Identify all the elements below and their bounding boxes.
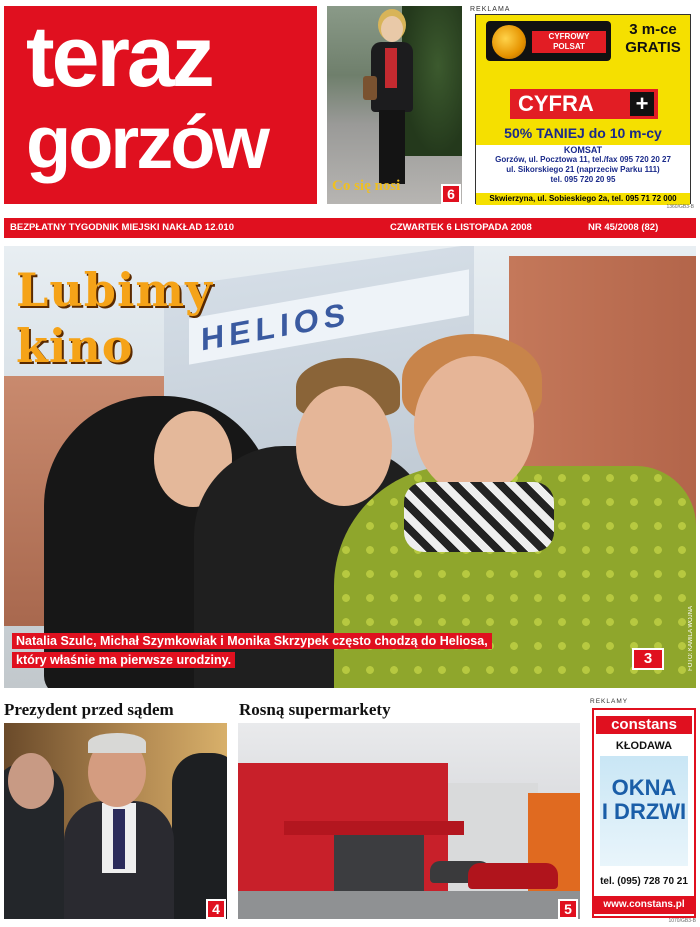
- info-circulation: BEZPŁATNY TYGODNIK MIEJSKI NAKŁAD 12.010: [10, 222, 234, 233]
- ad-discount: 50% TANIEJ do 10 m-cy: [504, 125, 662, 141]
- ad-address-skwierzyna: Skwierzyna, ul. Sobieskiego 2a, tel. 095 71 72 000: [476, 193, 690, 205]
- ad-code: 1360/GB3-B: [666, 204, 694, 210]
- page-badge-3: 3: [632, 648, 664, 670]
- main-headline[interactable]: Lubimy kino: [16, 263, 213, 373]
- main-caption-line1: Natalia Szulc, Michał Szymkowiak i Monika Skrzypek często chodzą do Heliosa,: [12, 633, 492, 649]
- page-badge-5: 5: [558, 899, 578, 919]
- masthead: [4, 6, 317, 204]
- ad-label: REKLAMY: [590, 698, 629, 705]
- president-photo[interactable]: [4, 723, 227, 919]
- page-badge-6: 6: [441, 184, 461, 204]
- headline-supermarkets[interactable]: Rosną supermarkety: [239, 700, 391, 719]
- polsat-brand: CYFROWY POLSAT: [532, 31, 606, 53]
- info-issue: NR 45/2008 (82): [588, 222, 659, 233]
- globe-icon: [492, 25, 526, 59]
- info-bar: [4, 218, 696, 238]
- fashion-teaser-label: Co się nosi: [332, 178, 401, 194]
- main-caption-line2: który właśnie ma pierwsze urodziny.: [12, 652, 235, 668]
- cyfra-plus-logo: CYFRA +: [510, 89, 658, 119]
- helios-sign: HELIOS: [189, 269, 469, 364]
- ad-product: OKNA I DRZWI: [601, 775, 687, 824]
- ad-constans[interactable]: [590, 698, 698, 926]
- masthead-line2: gorzów: [26, 101, 267, 184]
- plus-icon: +: [630, 92, 654, 116]
- masthead-line1: teraz: [26, 9, 212, 105]
- ad-label: REKLAMA: [470, 6, 511, 13]
- polsat-logo: [486, 21, 611, 61]
- ad-cyfrowy-polsat[interactable]: [470, 6, 696, 212]
- ad-city: KŁODAWA: [615, 740, 673, 752]
- info-date: CZWARTEK 6 LISTOPADA 2008: [390, 222, 532, 233]
- fashion-teaser-photo[interactable]: [327, 6, 462, 204]
- headline-president[interactable]: Prezydent przed sądem: [4, 700, 174, 719]
- constans-logo: constans: [596, 716, 692, 734]
- ad-dealer-info: KOMSAT Gorzów, ul. Pocztowa 11, tel./fax 095 720 20 27 ul. Sikorskiego 21 (naprzeciw Parku 111) tel. 095 720 20 95: [476, 145, 690, 205]
- page-badge-4: 4: [206, 899, 226, 919]
- supermarket-photo[interactable]: [238, 723, 580, 919]
- ad-code: 1070/GB3-B: [668, 918, 696, 924]
- ad-phone: tel. (095) 728 70 21: [600, 876, 688, 887]
- photo-credit: FOTO: KAMILA WOJNA: [688, 606, 694, 671]
- woman-figure: [369, 16, 413, 186]
- ad-promo: 3 m-ce GRATIS: [625, 21, 681, 56]
- main-story-photo[interactable]: [4, 246, 696, 688]
- ad-website[interactable]: www.constans.pl: [594, 896, 694, 914]
